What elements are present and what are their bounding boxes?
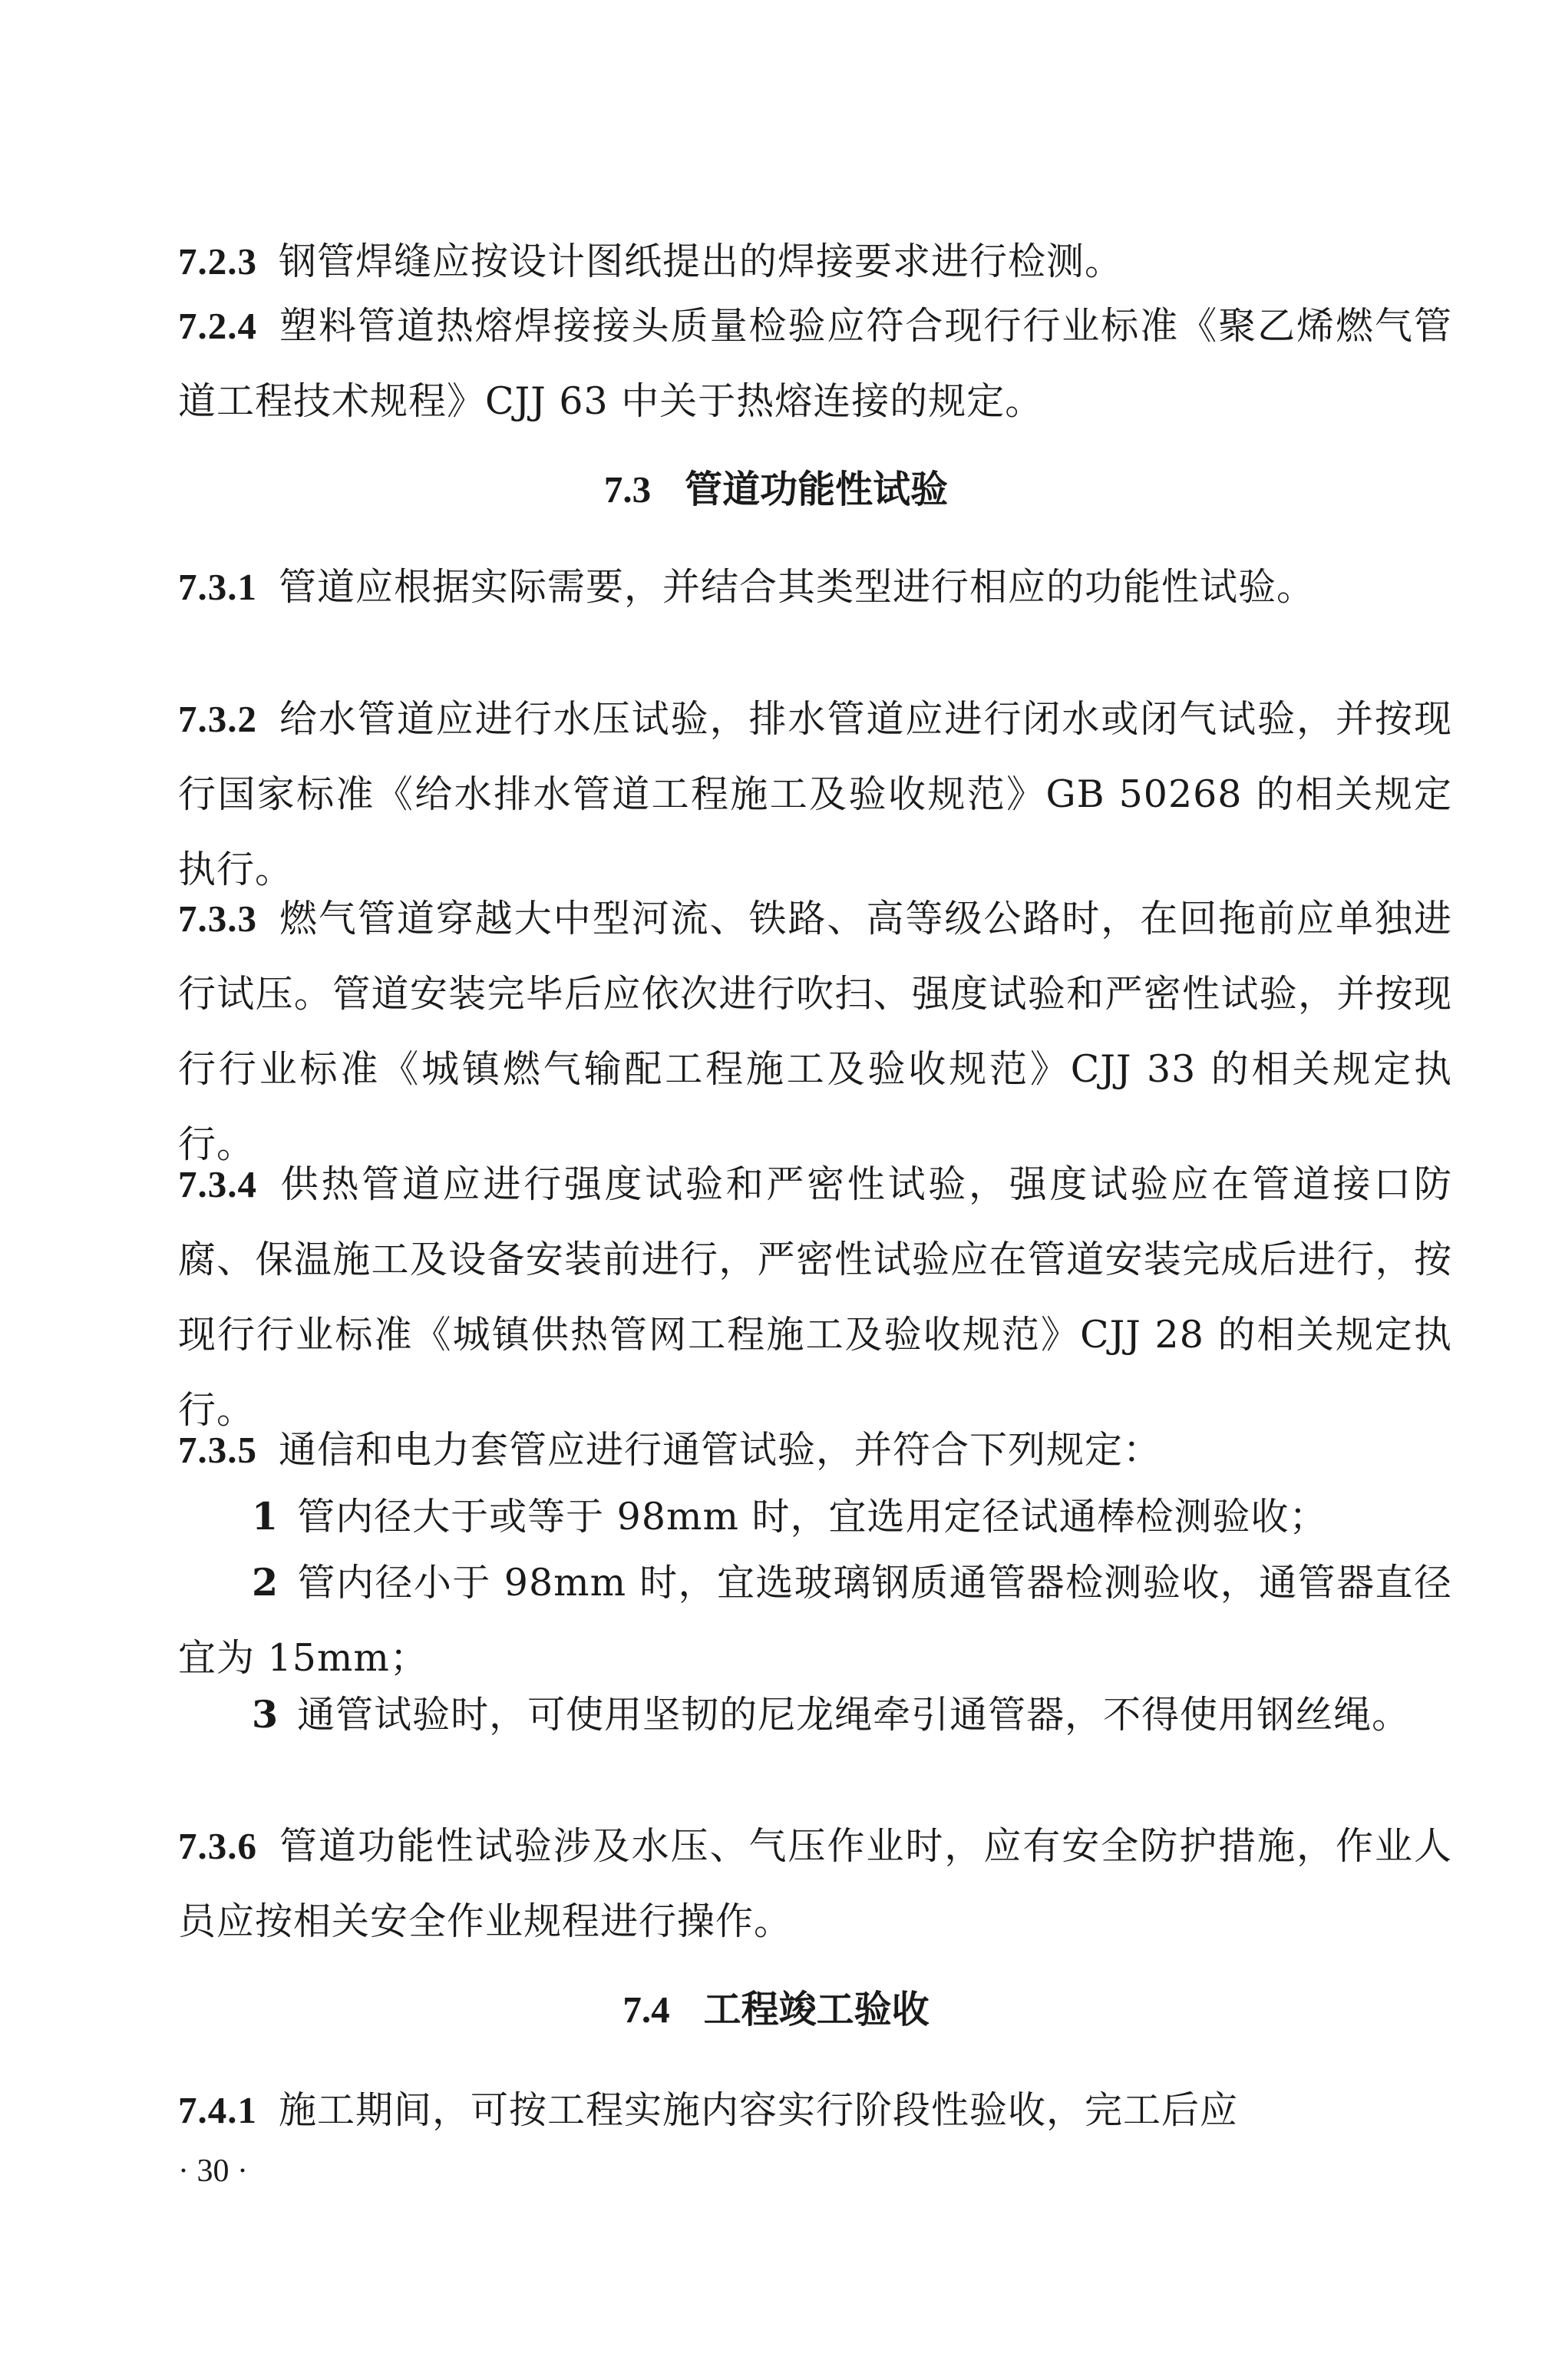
clause-text: 塑料管道热熔焊接接头质量检验应符合现行行业标准《聚乙烯燃气管道工程技术规程》CJJ 63 中关于热熔连接的规定。 <box>178 304 1452 423</box>
clause-number: 7.4.1 <box>178 2089 257 2131</box>
clause-7-2-4 <box>178 289 1452 439</box>
clause-number: 7.3.4 <box>178 1163 257 1205</box>
clause-number: 7.3.6 <box>178 1825 257 1867</box>
list-item-2 <box>178 1545 1452 1696</box>
clause-text: 燃气管道穿越大中型河流、铁路、高等级公路时，在回拖前应单独进行试压。管道安装完毕后应依次进行吹扫、强度试验和严密性试验，并按现行行业标准《城镇燃气输配工程施工及验收规范》CJJ 33 的相关规定执行。 <box>178 897 1452 1166</box>
clause-7-3-4 <box>178 1147 1452 1448</box>
clause-text: 给水管道应进行水压试验，排水管道应进行闭水或闭气试验，并按现行国家标准《给水排水管道工程施工及验收规范》GB 50268 的相关规定执行。 <box>178 697 1452 891</box>
clause-7-3-1 <box>178 550 1452 625</box>
list-item-3 <box>178 1677 1452 1753</box>
item-text: 通管试验时，可使用坚韧的尼龙绳牵引通管器，不得使用钢丝绳。 <box>297 1693 1411 1737</box>
item-text: 管内径小于 98mm 时，宜选玻璃钢质通管器检测验收，通管器直径宜为 15mm； <box>178 1561 1452 1680</box>
page-number: · 30 · <box>178 2154 248 2189</box>
section-number: 7.4 <box>622 1988 670 2031</box>
section-title: 管道功能性试验 <box>685 467 949 511</box>
item-text: 管内径大于或等于 98mm 时，宜选用定径试通棒检测验收； <box>297 1495 1328 1539</box>
section-heading-7-4 <box>0 1972 1552 2048</box>
list-item-1 <box>178 1479 1452 1555</box>
clause-7-3-5 <box>178 1413 1452 1488</box>
clause-number: 7.3.2 <box>178 698 257 740</box>
clause-text: 管道功能性试验涉及水压、气压作业时，应有安全防护措施，作业人员应按相关安全作业规程进行操作。 <box>178 1824 1452 1943</box>
clause-text: 通信和电力套管应进行通管试验，并符合下列规定： <box>279 1428 1162 1472</box>
clause-text: 钢管焊缝应按设计图纸提出的焊接要求进行检测。 <box>279 240 1124 283</box>
clause-7-4-1 <box>178 2073 1452 2148</box>
clause-7-3-2 <box>178 682 1452 907</box>
clause-7-3-6 <box>178 1809 1452 1959</box>
clause-number: 7.2.3 <box>178 240 257 283</box>
clause-text: 施工期间，可按工程实施内容实行阶段性验收，完工后应 <box>279 2088 1239 2132</box>
clause-number: 7.3.5 <box>178 1429 257 1471</box>
clause-number: 7.3.3 <box>178 897 257 940</box>
section-number: 7.3 <box>603 468 652 511</box>
clause-7-3-3 <box>178 881 1452 1182</box>
item-number: 3 <box>252 1692 279 1737</box>
clause-number: 7.2.4 <box>178 305 257 347</box>
item-number: 2 <box>252 1560 279 1605</box>
clause-number: 7.3.1 <box>178 566 257 608</box>
clause-text: 管道应根据实际需要，并结合其类型进行相应的功能性试验。 <box>279 565 1316 609</box>
item-number: 1 <box>252 1494 279 1539</box>
clause-text: 供热管道应进行强度试验和严密性试验，强度试验应在管道接口防腐、保温施工及设备安装前进行，严密性试验应在管道安装完成后进行，按现行行业标准《城镇供热管网工程施工及验收规范》CJJ 28 的相关规定执行。 <box>178 1162 1452 1432</box>
section-heading-7-3 <box>0 451 1552 527</box>
section-title: 工程竣工验收 <box>703 1987 930 2031</box>
